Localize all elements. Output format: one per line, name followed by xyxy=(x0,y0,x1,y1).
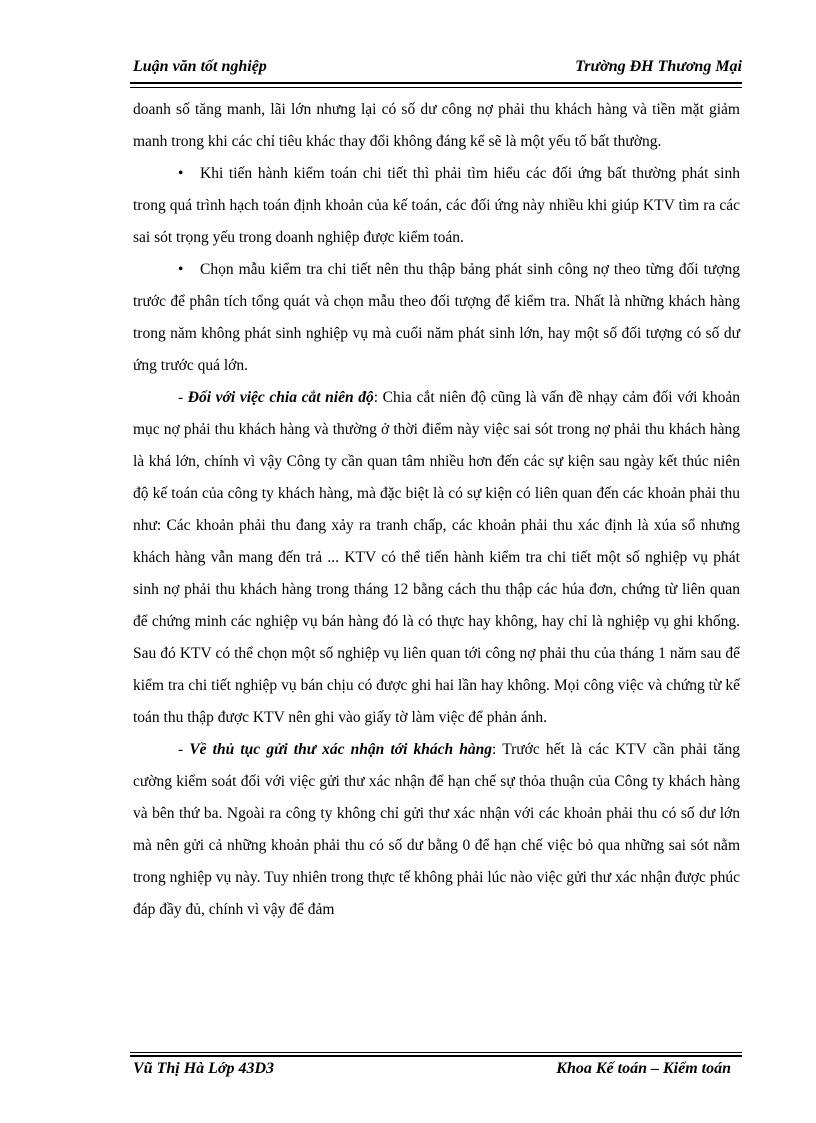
bullet-item-1 xyxy=(133,158,740,254)
document-body xyxy=(133,94,740,926)
bullet-dot-icon: • xyxy=(178,261,184,278)
paragraph-cutoff-text: : Chia cắt niên độ cũng là vấn đề nhạy cảm đối với khoản mục nợ phải thu khách hàng và thường ở thời điểm này việc sai sót trong nợ phải thu khách hàng là khá lớn, chính vì vậy Công ty cần quan tâm nhiều hơn đến các sự kiện sau ngày kết thúc niên độ kế toán của công ty khách hàng, mà đặc biệt là có sự kiện có liên quan đến các khoản phải thu như: Các khoản phải thu đang xảy ra tranh chấp, các khoản phải thu xác định là xúa sổ nhưng khách hàng vẫn mang đến trả ... KTV có thể tiến hành kiểm tra chi tiết một số nghiệp vụ phát sinh nợ phải thu khách hàng trong tháng 12 bằng cách thu thập các húa đơn, chứng từ liên quan để chứng minh các nghiệp vụ bán hàng đó là có thực hay không, hay chỉ là nghiệp vụ ghi khống. Sau đó KTV có thể chọn một số nghiệp vụ liên quan tới công nợ phải thu của tháng 1 năm sau để kiểm tra chi tiết nghiệp vụ bán chịu có được ghi hai lần hay không. Mọi công việc và chứng từ kế toán thu thập được KTV nên ghi vào giấy tờ làm việc để phản ánh. xyxy=(133,389,740,726)
section-heading-cutoff: Đối với việc chia cắt niên độ xyxy=(187,389,374,406)
paragraph-confirmation-letters xyxy=(133,734,740,926)
header-thesis-title: Luận văn tốt nghiệp xyxy=(133,58,267,75)
bullet-item-2-text: Chọn mẫu kiểm tra chi tiết nên thu thập bảng phát sinh công nợ theo từng đối tượng trước để phân tích tổng quát và chọn mẫu theo đối tượng để kiểm tra. Nhất là những khách hàng trong năm không phát sinh nghiệp vụ mà cuối năm phát sinh lớn, hay một số đối tượng có số dư ứng trước quá lớn. xyxy=(133,261,740,374)
footer-rule-thin xyxy=(130,1052,742,1053)
bullet-item-2 xyxy=(133,254,740,382)
paragraph-continuation: doanh số tăng manh, lãi lớn nhưng lại có số dư công nợ phải thu khách hàng và tiền mặt giảm manh trong khi các chỉ tiêu khác thay đổi không đáng kể sẽ là một yếu tố bất thường. xyxy=(133,101,740,150)
page-header xyxy=(133,58,742,76)
footer-rule-thick xyxy=(130,1055,742,1057)
bullet-item-1-text: Khi tiến hành kiểm toán chi tiết thì phải tìm hiểu các đối ứng bất thường phát sinh trong quá trình hạch toán định khoản của kế toán, các đối ứng này nhiều khi giúp KTV tìm ra các sai sót trọng yếu trong doanh nghiệp được kiểm toán. xyxy=(133,165,740,246)
page-footer xyxy=(133,1060,731,1078)
footer-author: Vũ Thị Hà Lớp 43D3 xyxy=(133,1060,275,1077)
section-heading-confirmation: Về thủ tục gửi thư xác nhận tới khách hàng xyxy=(189,741,493,758)
header-university: Trường ĐH Thương Mại xyxy=(575,58,742,75)
header-rule-thin xyxy=(130,87,742,88)
dash-lead: - xyxy=(178,741,190,758)
dash-lead: - xyxy=(178,389,188,406)
bullet-dot-icon: • xyxy=(178,165,184,182)
header-rule-thick xyxy=(130,82,742,84)
paragraph-year-end-cutoff xyxy=(133,382,740,734)
footer-department: Khoa Kế toán – Kiểm toán xyxy=(556,1060,731,1077)
paragraph-confirmation-text: : Trước hết là các KTV cần phải tăng cường kiểm soát đối với việc gửi thư xác nhận để hạn chế sự thỏa thuận của Công ty khách hàng và bên thứ ba. Ngoài ra công ty không chỉ gửi thư xác nhận với các khoản phải thu có số dư lớn mà nên gửi cả những khoản phải thu có số dư bằng 0 để hạn chế việc bỏ qua những sai sót nằm trong nghiệp vụ này. Tuy nhiên trong thực tế không phải lúc nào việc gửi thư xác nhận được phúc đáp đầy đủ, chính vì vậy để đảm xyxy=(133,741,740,918)
